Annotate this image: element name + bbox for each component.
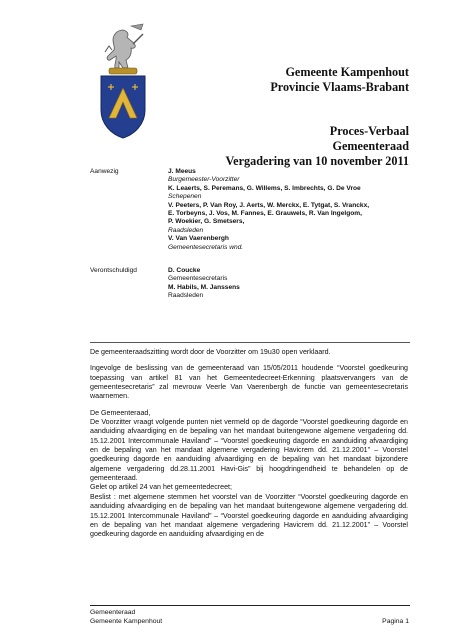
province-title: Provincie Vlaams-Brabant xyxy=(270,80,409,94)
footer-body: Gemeenteraad xyxy=(90,609,136,616)
excused-list xyxy=(168,267,413,301)
minutes-body xyxy=(90,348,408,540)
doc-type-title: Proces-Verbaal xyxy=(329,124,409,138)
meeting-title: Vergadering van 10 november 2011 xyxy=(225,154,409,168)
page-number: Pagina 1 xyxy=(382,618,409,625)
footer-divider xyxy=(90,605,410,606)
present-list xyxy=(168,168,413,252)
present-label: Aanwezig xyxy=(90,168,119,175)
secretary-paragraph: Ingevolge de beslissing van de gemeenteraad van 15/05/2011 houdende “Voorstel goedkeuring toepassing van artikel 81 van het Gemeentedecreet-Erkenning plaatsvervangers van de gemeentesecretaris” zal mevrouw Veerle Van Vaerenbergh de functie van gemeentesecretaris waarnemen. xyxy=(90,364,408,401)
page-footer xyxy=(90,608,410,626)
attendee-role: Raadsleden xyxy=(168,226,204,234)
municipality-title: Gemeente Kampenhout xyxy=(285,65,409,79)
attendee-role: Burgemeester-Voorzitter xyxy=(168,176,240,184)
attendee-role: Schepenen xyxy=(168,193,202,201)
attendee-names: V. Peeters, P. Van Roy, J. Aerts, W. Merckx, E. Tytgat, S. Vranckx, xyxy=(168,201,370,209)
attendee-role: Gemeentesecretaris wnd. xyxy=(168,243,244,251)
attendee-names: J. Meeus xyxy=(168,168,196,175)
legal-basis-line: Gelet op artikel 24 van het gemeentedecreet; xyxy=(90,483,232,492)
decision-paragraph: Beslist : met algemene stemmen het voorstel van de Voorzitter “Voorstel goedkeuring dagorde en aanduiding afvaardiging en de bepaling van het mandaat buitengewone algemene vergadering dd. 15.12.2001 Intercommunale Haviland” – “Voorstel goedkeuring dagorde en aanduiding afvaardiging en de bepaling van het mandaat algemene vergadering Havicrem dd. 21.12.2001” – Voorstel goedkeuring dagorde en aanduiding afvaardiging en de xyxy=(90,492,408,539)
attendee-names: V. Van Vaerenbergh xyxy=(168,235,229,243)
excused-names: M. Habils, M. Janssens xyxy=(168,283,240,291)
attendee-names: P. Woekier, G. Smetsers, xyxy=(168,218,245,226)
section-divider xyxy=(90,342,410,343)
body-title: Gemeenteraad xyxy=(332,139,409,153)
attendee-names: E. Torbeyns, J. Vos, M. Fannes, E. Grauwels, R. Van Ingelgom, xyxy=(168,210,362,218)
excused-role: Raadsleden xyxy=(168,292,204,300)
urgency-paragraph: De Voorzitter vraagt volgende punten niet vermeld op de dagorde “Voorstel goedkeuring dagorde en aanduiding afvaardiging en de bepaling van het mandaat buitengewone algemene vergadering dd. 15.12.2001 Intercommunale Haviland” – “Voorstel goedkeuring dagorde en aanduiding afvaardiging en de bepaling van het mandaat algemene vergadering Havicrem dd. 21.12.2001” – Voorstel goedkeuring dagorde en aanduiding afvaardiging en de bepaling van het mandaat bijzondere algemene vergadering dd.28.11.2001 Havi-Gis” bij hoogdringendheid te behandelen op de gemeenteraad. xyxy=(90,418,408,483)
excused-names: D. Coucke xyxy=(168,267,201,274)
footer-municipality: Gemeente Kampenhout xyxy=(90,618,163,625)
excused-label: Verontschuldigd xyxy=(90,267,137,274)
coat-of-arms-logo xyxy=(95,22,151,142)
opening-paragraph: De gemeenteraadszitting wordt door de Voorzitter om 19u30 open verklaard. xyxy=(90,348,331,356)
council-heading: De Gemeenteraad, xyxy=(90,408,151,417)
excused-role: Gemeentesecretaris xyxy=(168,275,228,283)
attendee-names: K. Leaerts, S. Peremans, G. Willems, S. Imbrechts, G. De Vroe xyxy=(168,184,361,192)
